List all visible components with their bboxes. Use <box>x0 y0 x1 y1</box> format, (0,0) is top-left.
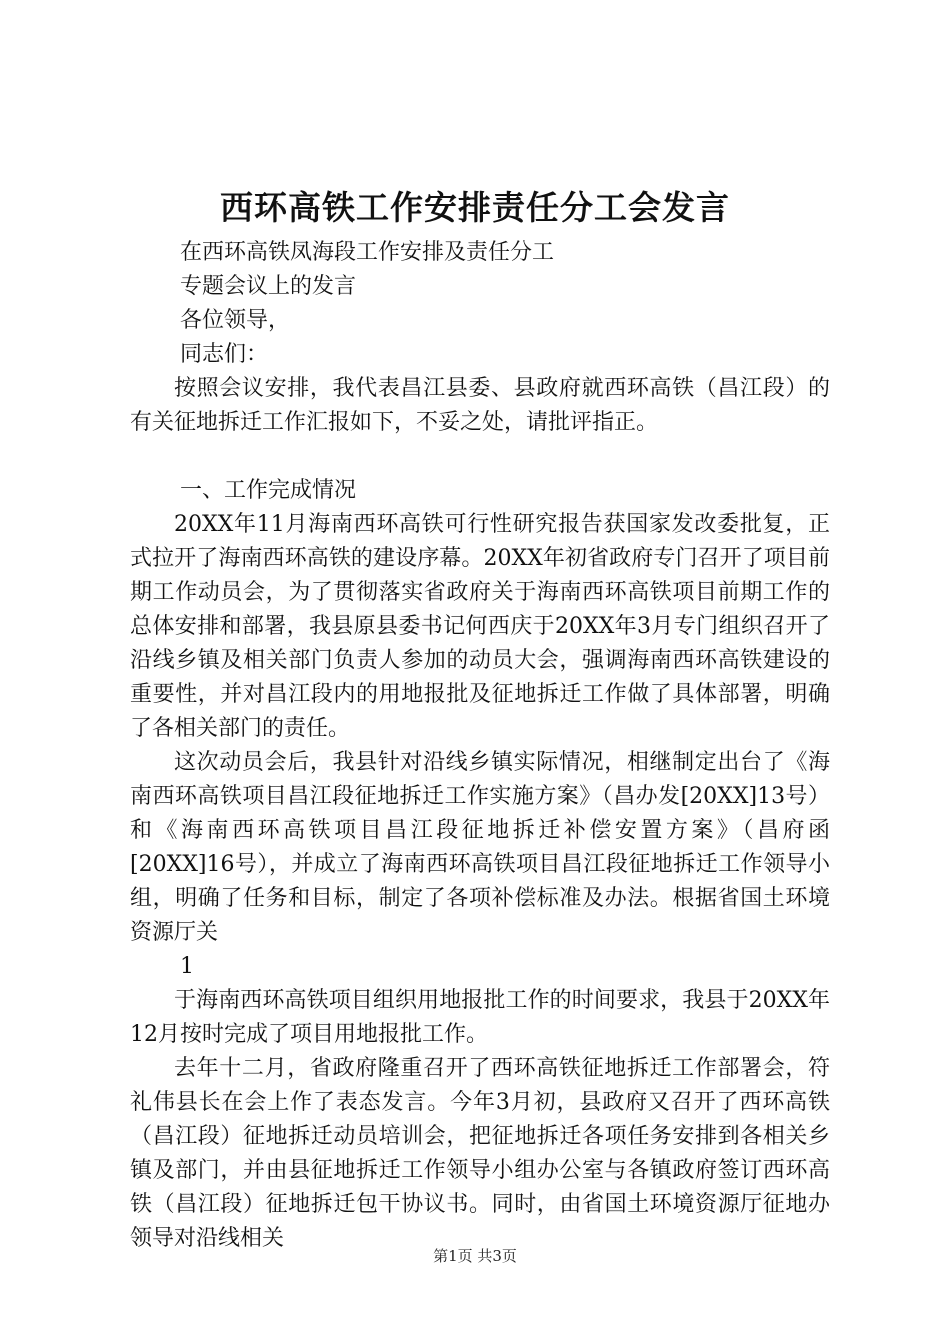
paragraph: 按照会议安排，我代表昌江县委、县政府就西环高铁（昌江段）的有关征地拆迁工作汇报如下，不妥之处，请批评指正。 <box>130 376 830 435</box>
salutation-line: 各位领导， <box>180 308 291 333</box>
document-title: 西环高铁工作安排责任分工会发言 <box>220 188 730 227</box>
section-heading: 一、工作完成情况 <box>180 478 357 503</box>
inline-page-number: 1 <box>180 954 194 979</box>
paragraph: 于海南西环高铁项目组织用地报批工作的时间要求，我县于20XX年12月按时完成了项目用地报批工作。 <box>130 988 830 1047</box>
document-body <box>130 236 830 1256</box>
paragraph: 去年十二月，省政府隆重召开了西环高铁征地拆迁工作部署会，符礼伟县长在会上作了表态发言。今年3月初，县政府又召开了西环高铁（昌江段）征地拆迁动员培训会，把征地拆迁各项任务安排到各相关乡镇及部门，并由县征地拆迁工作领导小组办公室与各镇政府签订西环高铁（昌江段）征地拆迁包干协议书。同时，由省国土环境资源厅征地办领导对沿线相关 <box>130 1056 830 1251</box>
intro-line: 专题会议上的发言 <box>180 274 357 299</box>
paragraph-gap <box>130 440 830 474</box>
page-footer: 第1页 共3页 <box>433 1247 517 1265</box>
intro-line: 在西环高铁凤海段工作安排及责任分工 <box>180 240 555 265</box>
salutation-line: 同志们： <box>180 342 269 367</box>
paragraph: 这次动员会后，我县针对沿线乡镇实际情况，相继制定出台了《海南西环高铁项目昌江段征地拆迁工作实施方案》（昌办发[20XX]13号）和《海南西环高铁项目昌江段征地拆迁补偿安置方案》（昌府函[20XX]16号），并成立了海南西环高铁项目昌江段征地拆迁工作领导小组，明确了任务和目标，制定了各项补偿标准及办法。根据省国土环境资源厅关 <box>130 750 830 945</box>
paragraph: 20XX年11月海南西环高铁可行性研究报告获国家发改委批复，正式拉开了海南西环高铁的建设序幕。20XX年初省政府专门召开了项目前期工作动员会，为了贯彻落实省政府关于海南西环高铁项目前期工作的总体安排和部署，我县原县委书记何西庆于20XX年3月专门组织召开了沿线乡镇及相关部门负责人参加的动员大会，强调海南西环高铁建设的重要性，并对昌江段内的用地报批及征地拆迁工作做了具体部署，明确了各相关部门的责任。 <box>130 512 830 741</box>
